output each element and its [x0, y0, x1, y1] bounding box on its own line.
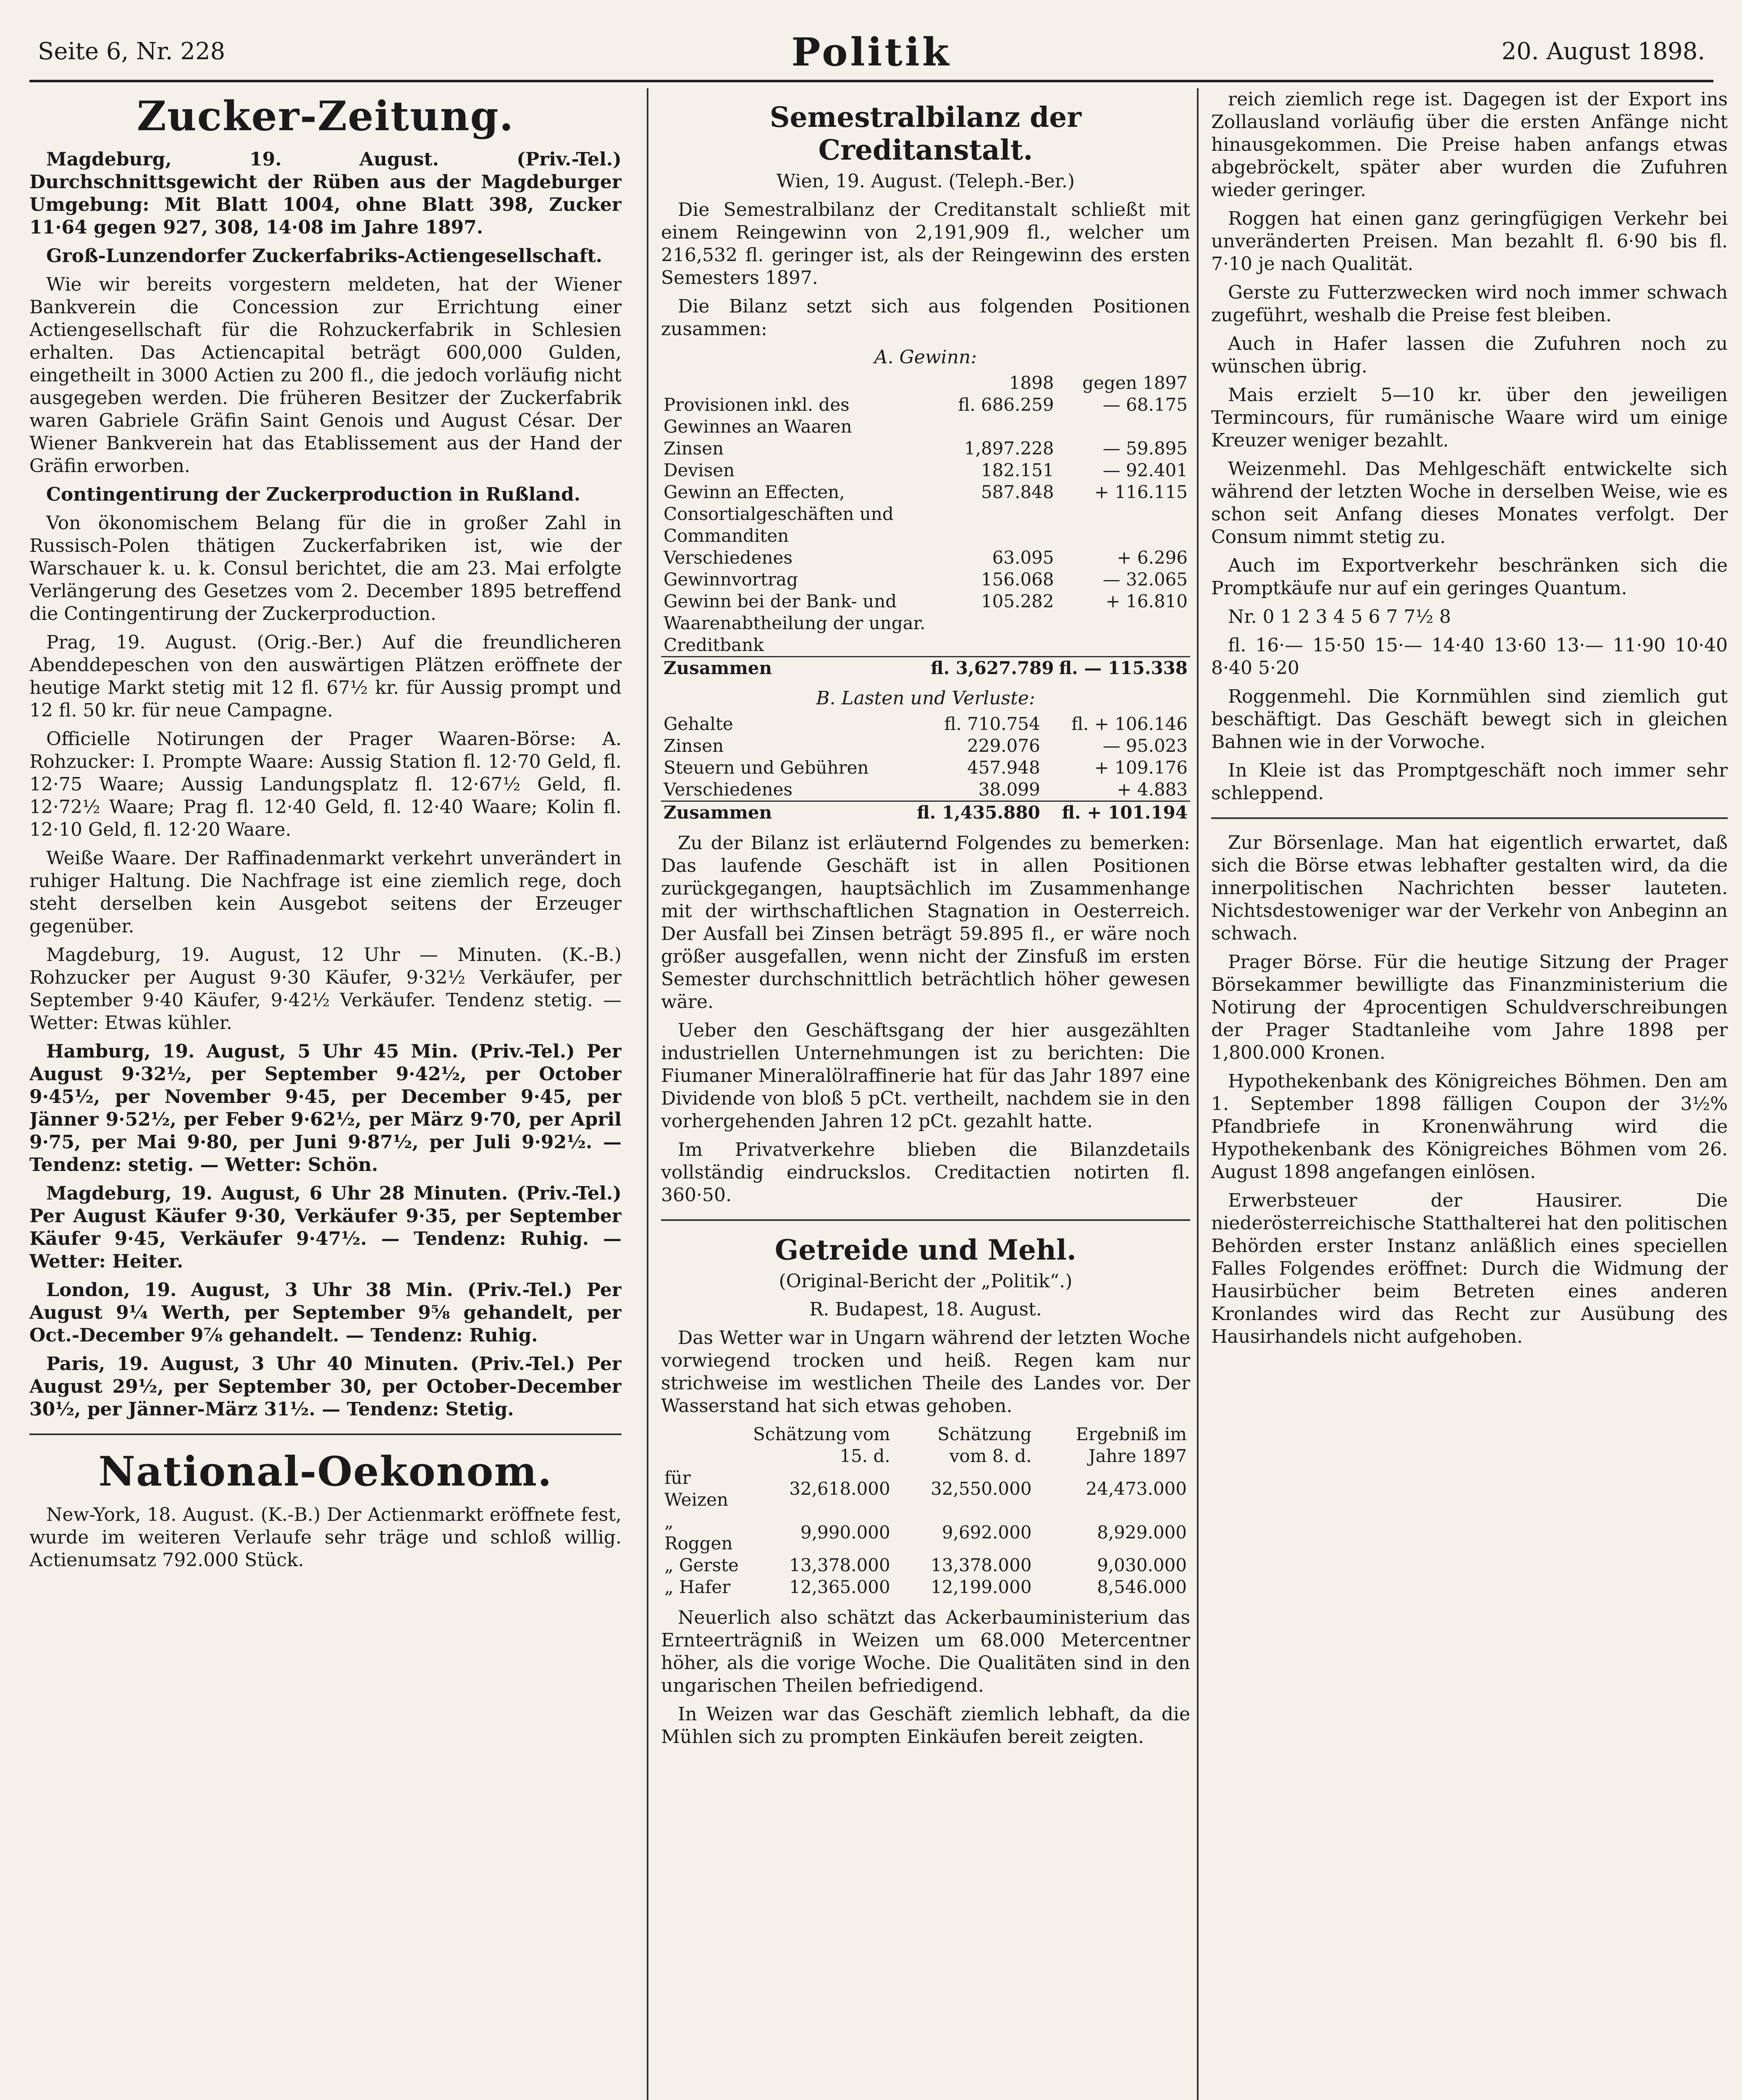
table-cell: Zinsen — [664, 735, 724, 756]
article-paragraph: London, 19. August, 3 Uhr 38 Min. (Priv.-Tel.) Per August 9¼ Werth, per September 9⅝ gehandelt, per Oct.-December 9⅞ gehandelt. — Tendenz: Ruhig. — [29, 1279, 622, 1346]
table-cell: 63.095 — [992, 547, 1054, 568]
table-row — [661, 547, 1190, 569]
table-cell: „ Hafer — [664, 1577, 731, 1597]
table-cell: fl. 686.259 — [958, 394, 1054, 415]
table-cell: 12,365.000 — [789, 1577, 890, 1597]
table-row — [661, 1511, 1190, 1554]
table-cell: — 32.065 — [1102, 569, 1188, 590]
divider — [29, 1433, 622, 1435]
article-paragraph: Die Semestralbilanz der Creditanstalt schließt mit einem Reingewinn von 2,191,909 fl., welcher um 216,532 fl. geringer ist, als der Reingewinn des ersten Semesters 1897. — [661, 199, 1190, 289]
table-cell: 587.848 — [981, 482, 1054, 502]
table-label-lasten: B. Lasten und Verluste: — [816, 688, 1035, 709]
grain-estimate-table — [661, 1423, 1190, 1598]
table-header-cell: Schätzung vom 8. d. — [937, 1424, 1032, 1466]
article-paragraph: In Weizen war das Geschäft ziemlich lebhaft, da die Mühlen sich zu prompten Einkäufen bereit zeigten. — [661, 1704, 1190, 1748]
dateline: Wien, 19. August. (Teleph.-Ber.) — [776, 171, 1075, 192]
table-cell: — 95.023 — [1102, 735, 1188, 756]
table-cell: 13,378.000 — [789, 1555, 890, 1575]
dateline: R. Budapest, 18. August. — [809, 1299, 1042, 1320]
table-cell: 8,929.000 — [1097, 1522, 1187, 1543]
divider — [1211, 817, 1728, 819]
table-cell: Zusammen — [661, 801, 898, 824]
article-paragraph: Officielle Notirungen der Prager Waaren-Börse: A. Rohzucker: I. Prompte Waare: Aussig Station fl. 12·70 Geld, fl. 12·75 Waare; Aussig Landungsplatz fl. 12·67½ Geld, fl. 12·72½ Waare; Prag fl. 12·40 Geld, fl. 12·40 Waare; Kolin fl. 12·10 Geld, fl. 12·20 Waare. — [29, 728, 622, 840]
table-cell: Zusammen — [661, 657, 928, 680]
gewinn-table — [661, 372, 1190, 679]
article-subhead: Contingentirung der Zuckerproduction in Rußland. — [46, 484, 581, 505]
price-list-numbers: Nr. 0 1 2 3 4 5 6 7 7½ 8 — [1228, 606, 1451, 627]
table-row — [661, 591, 1190, 657]
newspaper-page — [29, 25, 1728, 2100]
table-cell: + 6.296 — [1117, 547, 1188, 568]
section-title-semestralbilanz: Semestralbilanz der Creditanstalt. — [769, 101, 1082, 166]
table-cell: 13,378.000 — [931, 1555, 1032, 1575]
article-paragraph: Erwerbsteuer der Hausirer. Die niederösterreichische Statthalterei hat den politischen Behörden erster Instanz anläßlich eines speciellen Falles Folgendes eröffnet: Durch die Widmung der Hausirbücher beim Betreten eines anderen Kronlandes wird das Recht zur Ausübung des Hausirhandels nicht aufgehoben. — [1211, 1190, 1728, 1347]
table-cell: 229.076 — [967, 735, 1040, 756]
table-cell: „ Gerste — [664, 1555, 739, 1575]
table-cell: fl. 1,435.880 — [898, 801, 1042, 824]
table-row — [661, 569, 1190, 591]
table-cell: Verschiedenes — [664, 779, 793, 800]
article-paragraph: Hamburg, 19. August, 5 Uhr 45 Min. (Priv.-Tel.) Per August 9·32½, per September 9·42½, per October 9·45½, per November 9·45, per December 9·45, per Jänner 9·52½, per Feber 9·62½, per März 9·70, per April 9·75, per Mai 9·80, per Juni 9·87½, per Juli 9·92½. — Tendenz: stetig. — Wetter: Schön. — [29, 1041, 622, 1176]
table-cell: fl. + 101.194 — [1043, 801, 1190, 824]
table-header-row — [661, 1423, 1190, 1467]
article-paragraph: Prager Börse. Für die heutige Sitzung der Prager Börsekammer bewilligte das Finanzministerium die Notirung der 4procentigen Schuldverschreibungen der Prager Stadtanleihe vom Jahre 1898 per 1,800.000 Kronen. — [1211, 951, 1728, 1063]
table-cell: für Weizen — [664, 1467, 729, 1510]
table-row — [661, 1576, 1190, 1598]
table-row — [661, 1467, 1190, 1511]
table-cell: Zinsen — [664, 438, 724, 459]
article-paragraph: Hypothekenbank des Königreiches Böhmen. Den am 1. September 1898 fälligen Coupon der 3½% Pfandbriefe in Kronenwährung wird die Hypothekenbank des Königreiches Böhmen vom 26. August 1898 angefangen einlösen. — [1211, 1071, 1728, 1183]
table-header-cell: Schätzung vom 15. d. — [753, 1424, 890, 1466]
table-cell: Gewinn bei der Bank- und Waarenabtheilung der ungar. Creditbank — [664, 591, 926, 655]
table-cell: + 116.115 — [1094, 482, 1188, 502]
article-paragraph: Roggenmehl. Die Kornmühlen sind ziemlich gut beschäftigt. Das Geschäft bewegt sich in gleichen Bahnen wie in der Vorwoche. — [1211, 686, 1728, 753]
article-paragraph: Weizenmehl. Das Mehlgeschäft entwickelte sich während der letzten Woche in derselben Weise, wie es schon seit Anfang dieses Monates verfolgt. Der Consum nimmt stetig zu. — [1211, 458, 1728, 548]
section-title-getreide: Getreide und Mehl. — [775, 1234, 1076, 1266]
table-row — [661, 394, 1190, 438]
table-cell: + 4.883 — [1117, 779, 1188, 800]
table-cell: 105.282 — [981, 591, 1054, 612]
table-row — [661, 438, 1190, 459]
article-paragraph: Auch im Exportverkehr beschränken sich die Promptkäufe nur auf ein geringes Quantum. — [1211, 555, 1728, 599]
table-cell: Gewinn an Effecten, Consortialgeschäften und Commanditen — [664, 482, 894, 546]
table-cell: + 109.176 — [1094, 757, 1188, 778]
table-cell: 32,618.000 — [789, 1478, 890, 1499]
table-row — [661, 481, 1190, 547]
article-paragraph: Weiße Waare. Der Raffinadenmarkt verkehrt unverändert in ruhiger Haltung. Die Nachfrage ist eine ziemlich rege, doch steht derselben kein Ausgebot seitens der Erzeuger gegenüber. — [29, 848, 622, 937]
article-paragraph: Magdeburg, 19. August, 6 Uhr 28 Minuten. (Priv.-Tel.) Per August Käufer 9·30, Verkäufer 9·35, per September Käufer 9·45, Verkäufer 9·47½. — Tendenz: Ruhig. — Wetter: Heiter. — [29, 1183, 622, 1272]
table-cell: + 16.810 — [1105, 591, 1188, 612]
year-label: 1898 — [1009, 373, 1054, 393]
table-cell: 1,897.228 — [964, 438, 1054, 459]
article-paragraph: Roggen hat einen ganz geringfügigen Verkehr bei unveränderten Preisen. Man bezahlt fl. 6·90 bis fl. 7·10 je nach Qualität. — [1211, 208, 1728, 275]
table-cell: 156.068 — [981, 569, 1054, 590]
table-row — [661, 757, 1190, 779]
article-paragraph: New-York, 18. August. (K.-B.) Der Actienmarkt eröffnete fest, wurde im weiteren Verlaufe sehr träge und schloß willig. Actienumsatz 792.000 Stück. — [29, 1504, 622, 1571]
table-cell: 457.948 — [967, 757, 1040, 778]
table-cell: fl. + 106.146 — [1071, 714, 1188, 734]
table-cell: Devisen — [664, 460, 735, 480]
page-header — [29, 25, 1713, 82]
column-middle — [647, 88, 1190, 2100]
table-cell: — 68.175 — [1102, 394, 1188, 415]
section-title-zucker: Zucker-Zeitung. — [136, 92, 514, 140]
table-row — [661, 779, 1190, 801]
page-date: 20. August 1898. — [1501, 38, 1705, 65]
table-cell: 38.099 — [978, 779, 1040, 800]
table-cell: „ Roggen — [664, 1511, 733, 1554]
table-row — [661, 1554, 1190, 1576]
article-subhead: Groß-Lunzendorfer Zuckerfabriks-Actiengesellschaft. — [46, 245, 603, 267]
table-row — [661, 713, 1190, 735]
article-paragraph: Neuerlich also schätzt das Ackerbauministerium das Ernteerträgniß in Weizen um 68.000 Metercentner höher, als die vorige Woche. Die Qualitäten sind in den ungarischen Theilen befriedigend. — [661, 1607, 1190, 1696]
table-cell: — 59.895 — [1102, 438, 1188, 459]
table-label-gewinn: A. Gewinn: — [874, 346, 977, 368]
article-paragraph: Die Bilanz setzt sich aus folgenden Positionen zusammen: — [661, 296, 1190, 340]
article-paragraph: Zur Börsenlage. Man hat eigentlich erwartet, daß sich die Börse etwas lebhafter gestalten wird, da die innerpolitischen Nachrichten besser lauteten. Nichtsdestoweniger war der Verkehr von Anbeginn an schwach. — [1211, 832, 1728, 944]
table-row — [661, 459, 1190, 481]
article-paragraph: Paris, 19. August, 3 Uhr 40 Minuten. (Priv.-Tel.) Per August 29½, per September 30, per October-December 30½, per Jänner-März 31½. — Tendenz: Stetig. — [29, 1353, 622, 1420]
year-label: 1897 — [1143, 373, 1188, 393]
article-paragraph: Im Privatverkehre blieben die Bilanzdetails vollständig eindruckslos. Creditactien notirten fl. 360·50. — [661, 1139, 1190, 1206]
gegen-label: gegen — [1082, 373, 1137, 393]
table-cell: 9,030.000 — [1097, 1555, 1187, 1575]
table-cell: 24,473.000 — [1086, 1478, 1187, 1499]
table-cell: fl. — 115.338 — [1057, 657, 1190, 680]
divider — [661, 1219, 1190, 1221]
article-paragraph: Gerste zu Futterzwecken wird noch immer schwach zugeführt, weshalb die Preise fest bleiben. — [1211, 282, 1728, 326]
article-paragraph: Prag, 19. August. (Orig.-Ber.) Auf die freundlicheren Abenddepeschen von den auswärtigen Plätzen eröffnete der heutige Markt stetig mit 12 fl. 67½ kr. für Aussig prompt und 12 fl. 50 kr. für neue Campagne. — [29, 632, 622, 721]
table-cell: 9,990.000 — [800, 1522, 890, 1543]
price-list-values: fl. 16·— 15·50 15·— 14·40 13·60 13·— 11·90 10·40 8·40 5·20 — [1211, 635, 1728, 679]
article-paragraph: reich ziemlich rege ist. Dagegen ist der Export ins Zollausland vorläufig über die ersten Anfänge nicht hinausgekommen. Die Preise haben anfangs etwas abgebröckelt, später aber wurden die Zufuhren wieder geringer. — [1211, 89, 1728, 201]
lasten-table — [661, 713, 1190, 824]
article-paragraph: Auch in Hafer lassen die Zufuhren noch zu wünschen übrig. — [1211, 333, 1728, 377]
page-number: Seite 6, Nr. 228 — [38, 38, 226, 65]
table-row — [661, 735, 1190, 757]
article-paragraph: Magdeburg, 19. August, 12 Uhr — Minuten. (K.-B.) Rohzucker per August 9·30 Käufer, 9·32½ Verkäufer, per September 9·40 Käufer, 9·42½ Verkäufer. Tendenz stetig. — Wetter: Etwas kühler. — [29, 944, 622, 1034]
table-cell: Gehalte — [664, 714, 733, 734]
table-cell: Steuern und Gebühren — [664, 757, 869, 778]
table-row — [661, 372, 1190, 394]
table-cell: fl. 710.754 — [944, 714, 1040, 734]
article-paragraph: Von ökonomischem Belang für die in großer Zahl in Russisch-Polen thätigen Zuckerfabriken ist, wie der Warschauer k. u. k. Consul berichtet, die am 23. Mai erfolgte Verlängerung des Gesetzes vom 2. December 1895 betreffend die Contingentirung der Zuckerproduction. — [29, 512, 622, 625]
column-left — [29, 88, 622, 2100]
article-paragraph: Ueber den Geschäftsgang der hier ausgezählten industriellen Unternehmungen ist zu berichten: Die Fiumaner Mineralölraffinerie hat für das Jahr 1897 eine Dividende von bloß 5 pCt. vertheilt, nachdem sie in den vorhergehenden Jahren 12 pCt. gezahlt hatte. — [661, 1020, 1190, 1132]
table-cell: 182.151 — [981, 460, 1054, 480]
article-paragraph: Das Wetter war in Ungarn während der letzten Woche vorwiegend trocken und heiß. Regen kam nur strichweise im westlichen Theile des Landes vor. Der Wasserstand hat sich etwas gehoben. — [661, 1327, 1190, 1417]
table-header-cell: Ergebniß im Jahre 1897 — [1076, 1424, 1187, 1466]
table-cell: Provisionen inkl. des Gewinnes an Waaren — [664, 394, 852, 437]
table-cell: — 92.401 — [1102, 460, 1188, 480]
table-cell: 12,199.000 — [931, 1577, 1032, 1597]
column-right — [1197, 88, 1728, 2100]
table-cell: 32,550.000 — [931, 1478, 1032, 1499]
year-label — [1057, 372, 1190, 394]
newspaper-title: Politik — [791, 29, 952, 75]
article-paragraph: Wie wir bereits vorgestern meldeten, hat der Wiener Bankverein die Concession zur Errichtung einer Actiengesellschaft für die Rohzuckerfabrik in Schlesien erhalten. Das Actiencapital beträgt 600,000 Gulden, eingetheilt in 3000 Actien zu 200 fl., die jedoch vorläufig nicht ausgegeben werden. Die früheren Besitzer der Zuckerfabrik waren Gabriele Gräfin Saint Genois und August César. Der Wiener Bankverein hat das Etablissement aus der Hand der Gräfin erworben. — [29, 274, 622, 477]
section-title-national-oekonom: National-Oekonom. — [98, 1448, 553, 1495]
table-total-row — [661, 657, 1190, 680]
dateline: (Original-Bericht der „Politik“.) — [779, 1270, 1073, 1292]
article-paragraph: In Kleie ist das Promptgeschäft noch immer sehr schleppend. — [1211, 760, 1728, 804]
table-header-cell — [661, 1423, 748, 1467]
article-paragraph: Magdeburg, 19. August. (Priv.-Tel.) Durchschnittsgewicht der Rüben aus der Magdeburger Umgebung: Mit Blatt 1004, ohne Blatt 398, Zucker 11·64 gegen 927, 308, 14·08 im Jahre 1897. — [29, 149, 622, 238]
article-paragraph: Zu der Bilanz ist erläuternd Folgendes zu bemerken: Das laufende Geschäft ist in allen Positionen zurückgegangen, hauptsächlich im Zusammenhange mit der wirthschaftlichen Stagnation in Oesterreich. Der Ausfall bei Zinsen beträgt 59.895 fl., er wäre noch größer ausgefallen, wenn nicht der Zinsfuß im ersten Semester durchschnittlich beträchtlich höher gewesen wäre. — [661, 832, 1190, 1013]
table-cell: Verschiedenes — [664, 547, 793, 568]
article-paragraph: Mais erzielt 5—10 kr. über den jeweiligen Termincours, für rumänische Waare wird um einige Kreuzer weniger bezahlt. — [1211, 384, 1728, 451]
table-cell: Gewinnvortrag — [664, 569, 798, 590]
table-cell: 8,546.000 — [1097, 1577, 1187, 1597]
table-total-row — [661, 801, 1190, 824]
table-cell: fl. 3,627.789 — [928, 657, 1057, 680]
table-cell: 9,692.000 — [942, 1522, 1032, 1543]
table-cell — [661, 372, 928, 394]
